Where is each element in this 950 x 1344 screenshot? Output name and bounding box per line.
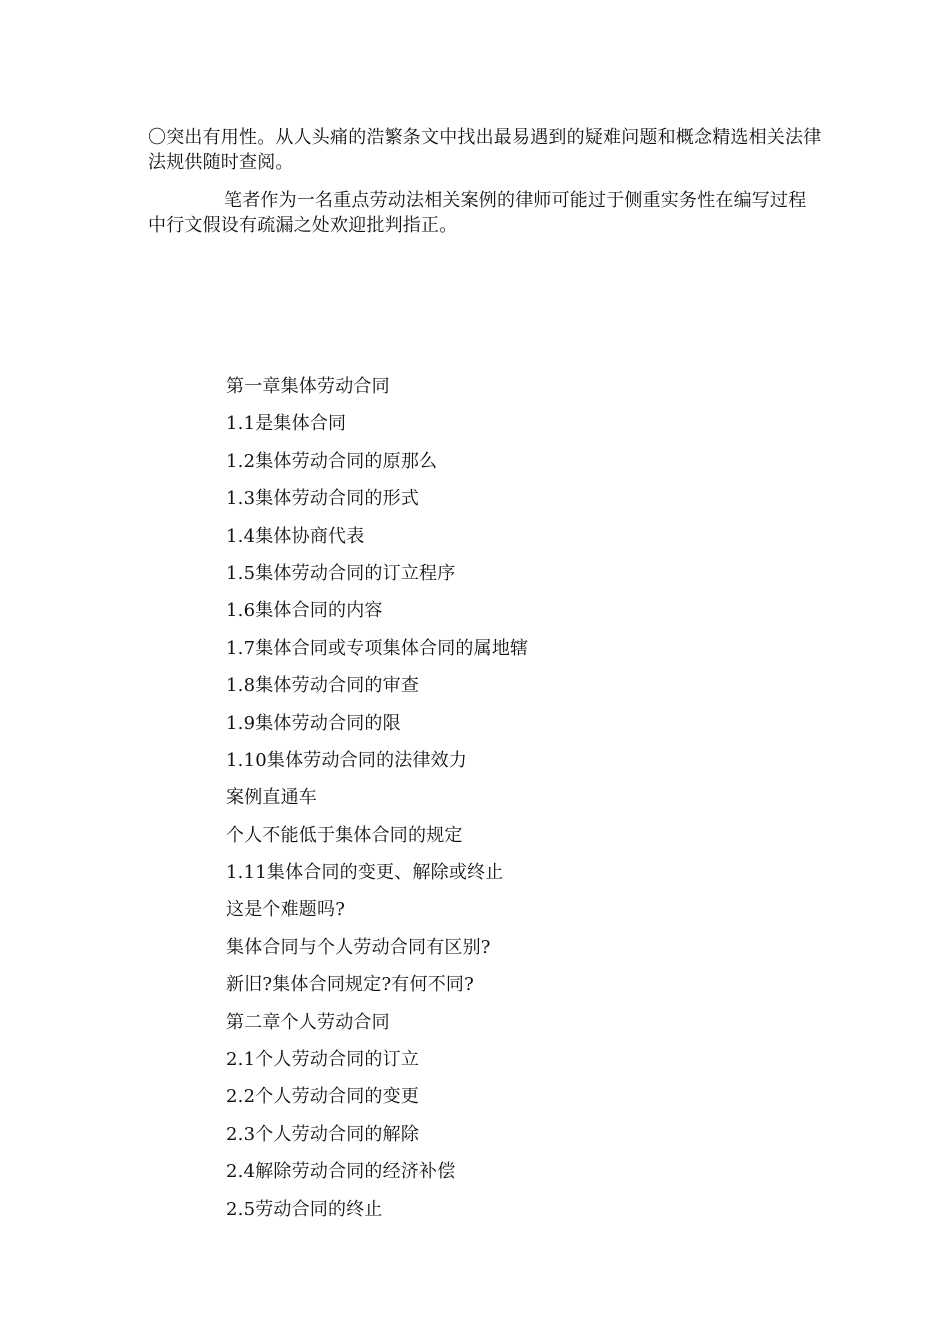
toc-entry-1-4: 1.4集体协商代表	[226, 525, 365, 547]
toc-question-1: 这是个难题吗?	[226, 899, 346, 921]
intro-paragraph-2: 笔者作为一名重点劳动法相关案例的律师可能过于侧重实务性在编写过程中行文假设有疏漏之处欢迎批判指正。	[148, 190, 807, 236]
toc-entry-1-3: 1.3集体劳动合同的形式	[226, 488, 420, 510]
toc-case-section: 案例直通车	[226, 787, 317, 809]
toc-entry-2-1: 2.1个人劳动合同的订立	[226, 1049, 420, 1071]
toc-entry-1-7: 1.7集体合同或专项集体合同的属地辖	[226, 637, 529, 659]
toc-entry-1-6: 1.6集体合同的内容	[226, 600, 383, 622]
toc-entry-1-2: 1.2集体劳动合同的原那么	[226, 450, 438, 472]
toc-entry-1-1: 1.1是集体合同	[226, 413, 347, 435]
toc-entry-1-9: 1.9集体劳动合同的限	[226, 712, 401, 734]
table-of-contents	[226, 374, 528, 1234]
toc-entry-1-8: 1.8集体劳动合同的审查	[226, 675, 420, 697]
toc-case-entry: 个人不能低于集体合同的规定	[226, 824, 463, 846]
intro-paragraph-1: 〇突出有用性。从人头痛的浩繁条文中找出最易遇到的疑难问题和概念精选相关法律法规供随时查阅。	[148, 127, 822, 173]
toc-entry-2-2: 2.2个人劳动合同的变更	[226, 1086, 420, 1108]
toc-question-3: 新旧?集体合同规定?有何不同?	[226, 974, 474, 996]
toc-chapter-2-heading: 第二章个人劳动合同	[226, 1011, 390, 1033]
toc-entry-2-5: 2.5劳动合同的终止	[226, 1198, 383, 1220]
toc-entry-1-5: 1.5集体劳动合同的订立程序	[226, 562, 456, 584]
toc-question-2: 集体合同与个人劳动合同有区别?	[226, 936, 491, 958]
toc-entry-2-3: 2.3个人劳动合同的解除	[226, 1123, 420, 1145]
toc-entry-1-11: 1.11集体合同的变更、解除或终止	[226, 862, 504, 884]
toc-chapter-1-heading: 第一章集体劳动合同	[226, 376, 390, 397]
toc-entry-2-4: 2.4解除劳动合同的经济补偿	[226, 1161, 456, 1183]
toc-entry-1-10: 1.10集体劳动合同的法律效力	[226, 749, 468, 771]
